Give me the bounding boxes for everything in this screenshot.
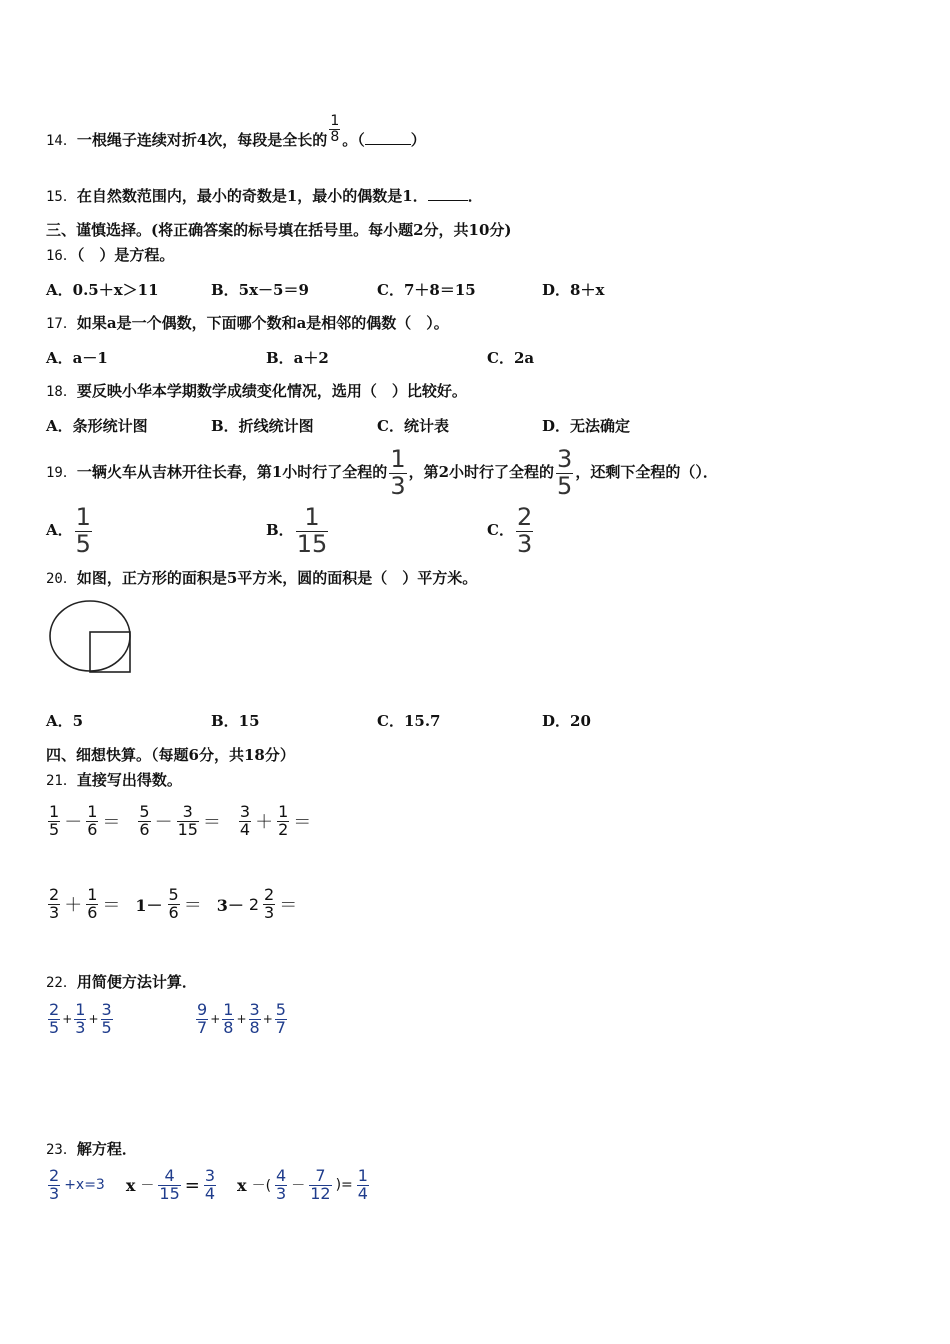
option-a[interactable]: A．5 [46, 712, 84, 730]
q22-expression-2: $\frac{9}{7}$ + $\frac{1}{8}$ + $\frac{3}{8}$ + $\frac{5}{7}$ [197, 1000, 286, 1037]
option-a[interactable]: A．条形统计图 [46, 417, 148, 435]
option-b[interactable]: B．5x－5＝9 [211, 281, 309, 299]
q21-row2: $\frac{2}{3}$ ＋ $\frac{1}{6}$ ＝ 1－ $\frac{5}{6}$ ＝ 3－ 2 $\frac{2}{3}$ ＝ [49, 885, 298, 922]
option-c[interactable]: C．统计表 [377, 417, 449, 435]
question-16: 16．（ ）是方程。 [46, 246, 175, 264]
question-18: 18．要反映小华本学期数学成绩变化情况，选用（ ）比较好。 [46, 382, 467, 400]
fraction: $\frac{2}{3}$ [264, 885, 275, 922]
option-c[interactable]: C．2a [487, 349, 535, 367]
question-22: 22．用简便方法计算． [46, 973, 197, 991]
question-14: 14．一根绳子连续对折4次，每段是全长的 $\frac{1}{8}$ 。（ ） [46, 113, 426, 150]
question-number: 14． [46, 133, 77, 150]
option-b[interactable]: B．折线统计图 [211, 417, 314, 435]
fraction: $\frac{1}{5}$ [49, 802, 60, 839]
fraction: $\frac{3}{5}$ [557, 445, 573, 500]
option-b[interactable]: B．15 [211, 712, 260, 730]
fraction: $\frac{5}{6}$ [139, 802, 150, 839]
question-23: 23．解方程． [46, 1140, 137, 1158]
fraction: $\frac{1}{6}$ [87, 802, 98, 839]
fraction: $\frac{3}{4}$ [239, 802, 251, 839]
question-19: 19．一辆火车从吉林开往长春，第1小时行了全程的 $\frac{1}{3}$ ，第2小时行了全程的 $\frac{3}{5}$ ，还剩下全程的（）． [46, 445, 718, 500]
option-c[interactable]: C．7＋8＝15 [377, 281, 476, 299]
question-20: 20．如图，正方形的面积是5平方米，圆的面积是（ ）平方米。 [46, 569, 478, 587]
answer-blank[interactable] [365, 130, 411, 145]
fraction: $\frac{3}{15}$ [177, 802, 198, 839]
option-c[interactable]: C． $\frac{2}{3}$ [487, 503, 533, 558]
option-c[interactable]: C．15.7 [377, 712, 441, 730]
fraction: $\frac{1}{2}$ [278, 802, 289, 839]
option-a[interactable]: A．0.5＋x＞11 [46, 281, 159, 299]
q21-row1: $\frac{1}{5}$ － $\frac{1}{6}$ ＝ $\frac{5}{6}$ － $\frac{3}{15}$ ＝ $\frac{3}{4}$ ＋ $\frac{1}{2}$ ＝ [49, 802, 312, 839]
option-b[interactable]: B． $\frac{1}{15}$ [266, 503, 328, 558]
option-a[interactable]: A．a－1 [46, 349, 108, 367]
option-d[interactable]: D．8＋x [542, 281, 605, 299]
question-17: 17．如果a是一个偶数，下面哪个数和a是相邻的偶数（ ）。 [46, 314, 449, 332]
fraction: $\frac{2}{3}$ [49, 885, 60, 922]
option-d[interactable]: D．无法确定 [542, 417, 631, 435]
circle-square-figure [46, 598, 136, 678]
question-text: 一根绳子连续对折4次，每段是全长的 [76, 131, 328, 150]
fraction: $\frac{1}{8}$ [330, 113, 340, 145]
q22-expression-1: $\frac{2}{5}$ + $\frac{1}{3}$ + $\frac{3}{5}$ [49, 1000, 112, 1037]
option-a[interactable]: A． $\frac{1}{5}$ [46, 503, 91, 558]
q23-equations: $\frac{2}{3}$ +x=3 x － $\frac{4}{15}$ = $\frac{3}{4}$ x －( $\frac{4}{3}$ － $\frac{7}{12}$ )= $\frac{1}{4}$ [49, 1166, 368, 1203]
section-heading-3: 三、谨慎选择。(将正确答案的标号填在括号里。每小题2分，共10分) [46, 221, 512, 239]
option-d[interactable]: D．20 [542, 712, 591, 730]
section-heading-4: 四、细想快算。（每题6分，共18分） [46, 746, 295, 764]
question-21: 21．直接写出得数。 [46, 771, 182, 789]
answer-blank[interactable] [428, 186, 468, 201]
option-b[interactable]: B．a＋2 [266, 349, 329, 367]
fraction: $\frac{1}{3}$ [390, 445, 406, 500]
question-15: 15．在自然数范围内，最小的奇数是1，最小的偶数是1． ． [46, 187, 483, 205]
fraction: $\frac{1}{6}$ [87, 885, 98, 922]
fraction: $\frac{5}{6}$ [168, 885, 179, 922]
